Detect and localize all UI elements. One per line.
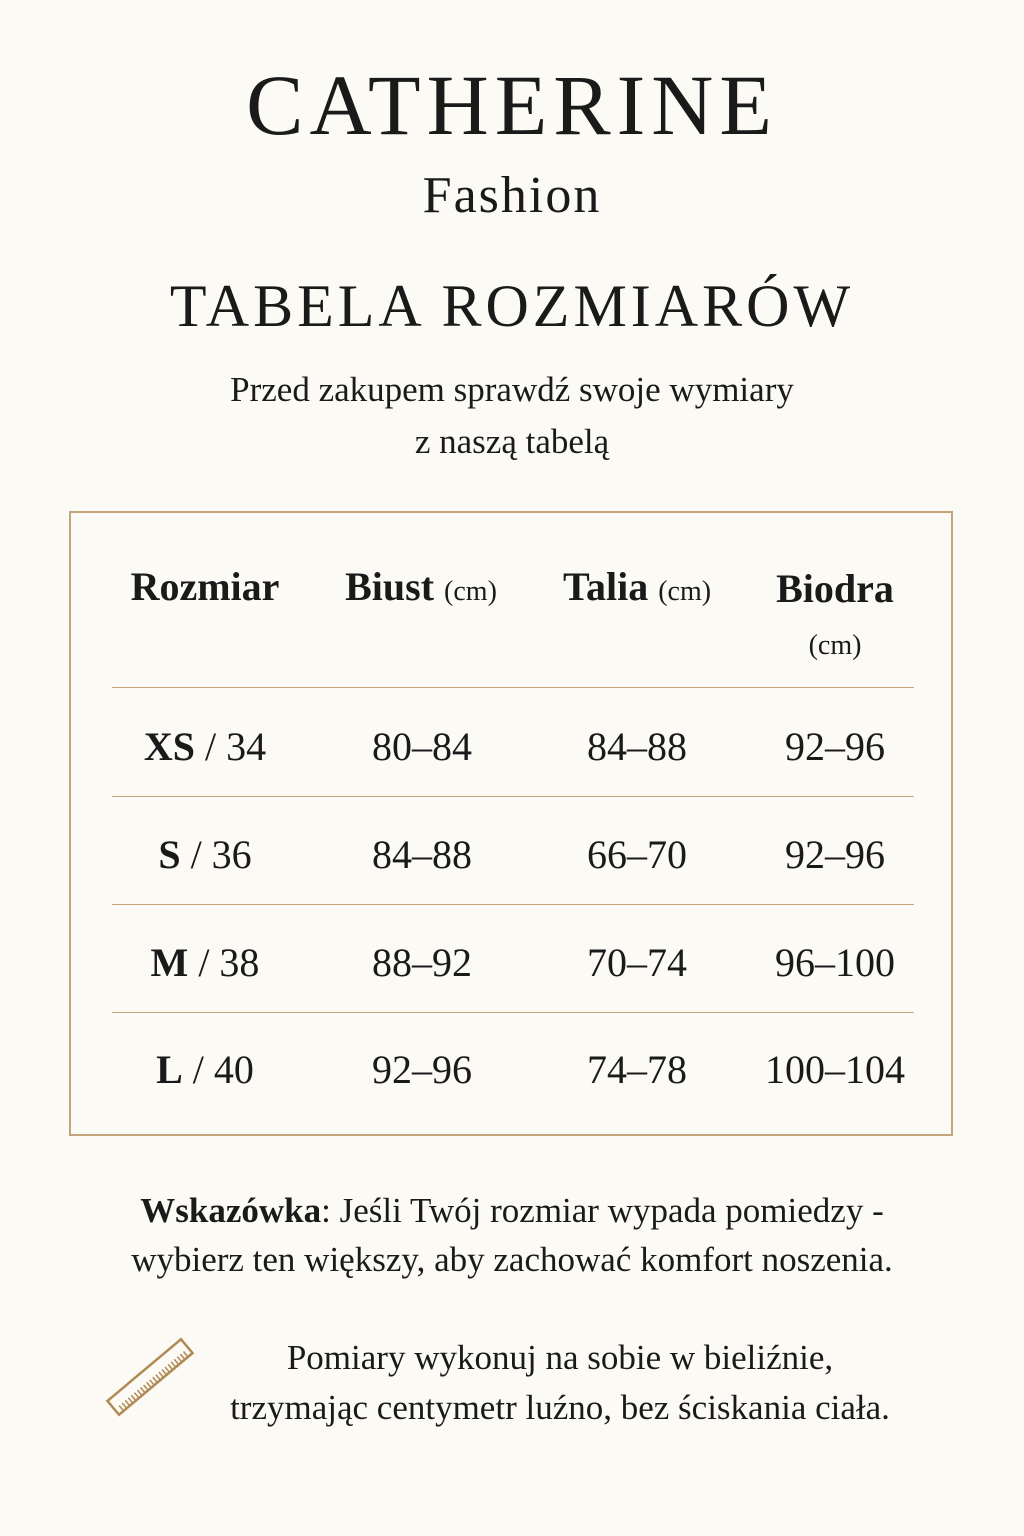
divider <box>112 904 914 905</box>
size-letter: L <box>156 1047 183 1092</box>
biodra-cell: 96–100 <box>775 940 895 985</box>
divider <box>112 1012 914 1013</box>
size-table <box>69 511 953 1136</box>
size-cell <box>95 940 315 985</box>
tip-body: : Jeśli Twój rozmiar wypada pomiedzy - <box>321 1191 884 1230</box>
tip-text <box>0 1186 1024 1284</box>
brand-subtitle: Fashion <box>422 167 602 224</box>
size-letter: M <box>150 940 189 985</box>
size-cell <box>95 1047 315 1092</box>
size-cell <box>95 724 315 769</box>
size-letter: XS <box>143 724 195 769</box>
header-rozmiar: Rozmiar <box>130 564 280 609</box>
talia-cell: 70–74 <box>587 940 687 985</box>
biust-cell: 84–88 <box>372 832 472 877</box>
lead-line-1: Przed zakupem sprawdź swoje wymiary <box>230 370 794 409</box>
measure-note <box>170 1333 950 1433</box>
tip-label: Wskazówka <box>140 1191 322 1230</box>
brand-name: CATHERINE <box>246 57 778 153</box>
tip-line-2: wybierz ten większy, aby zachować komfort noszenia. <box>131 1240 893 1279</box>
talia-cell: 66–70 <box>587 832 687 877</box>
size-letter: S <box>158 832 181 877</box>
header-biodra: Biodra (cm) <box>776 566 894 661</box>
biodra-cell: 92–96 <box>785 832 885 877</box>
size-cell <box>95 832 315 877</box>
lead-line-2: z naszą tabelą <box>414 422 610 461</box>
talia-cell: 74–78 <box>587 1047 687 1092</box>
divider <box>112 687 914 688</box>
biust-cell: 92–96 <box>372 1047 472 1092</box>
header-biust: Biust (cm) <box>345 564 497 609</box>
biodra-cell: 92–96 <box>785 724 885 769</box>
size-number: / 40 <box>192 1047 254 1092</box>
divider <box>112 796 914 797</box>
size-number: / 38 <box>198 940 260 985</box>
size-number: / 34 <box>205 724 267 769</box>
talia-cell: 84–88 <box>587 724 687 769</box>
measure-line-1: Pomiary wykonuj na sobie w bieliźnie, <box>286 1338 834 1377</box>
lead-text <box>0 364 1024 468</box>
biodra-cell: 100–104 <box>765 1047 905 1092</box>
biust-cell: 80–84 <box>372 724 472 769</box>
size-number: / 36 <box>190 832 252 877</box>
page-title: TABELA ROZMIARÓW <box>169 273 855 339</box>
header-talia: Talia (cm) <box>562 564 712 609</box>
measure-line-2: trzymając centymetr luźno, bez ściskania ciała. <box>230 1388 890 1427</box>
biust-cell: 88–92 <box>372 940 472 985</box>
